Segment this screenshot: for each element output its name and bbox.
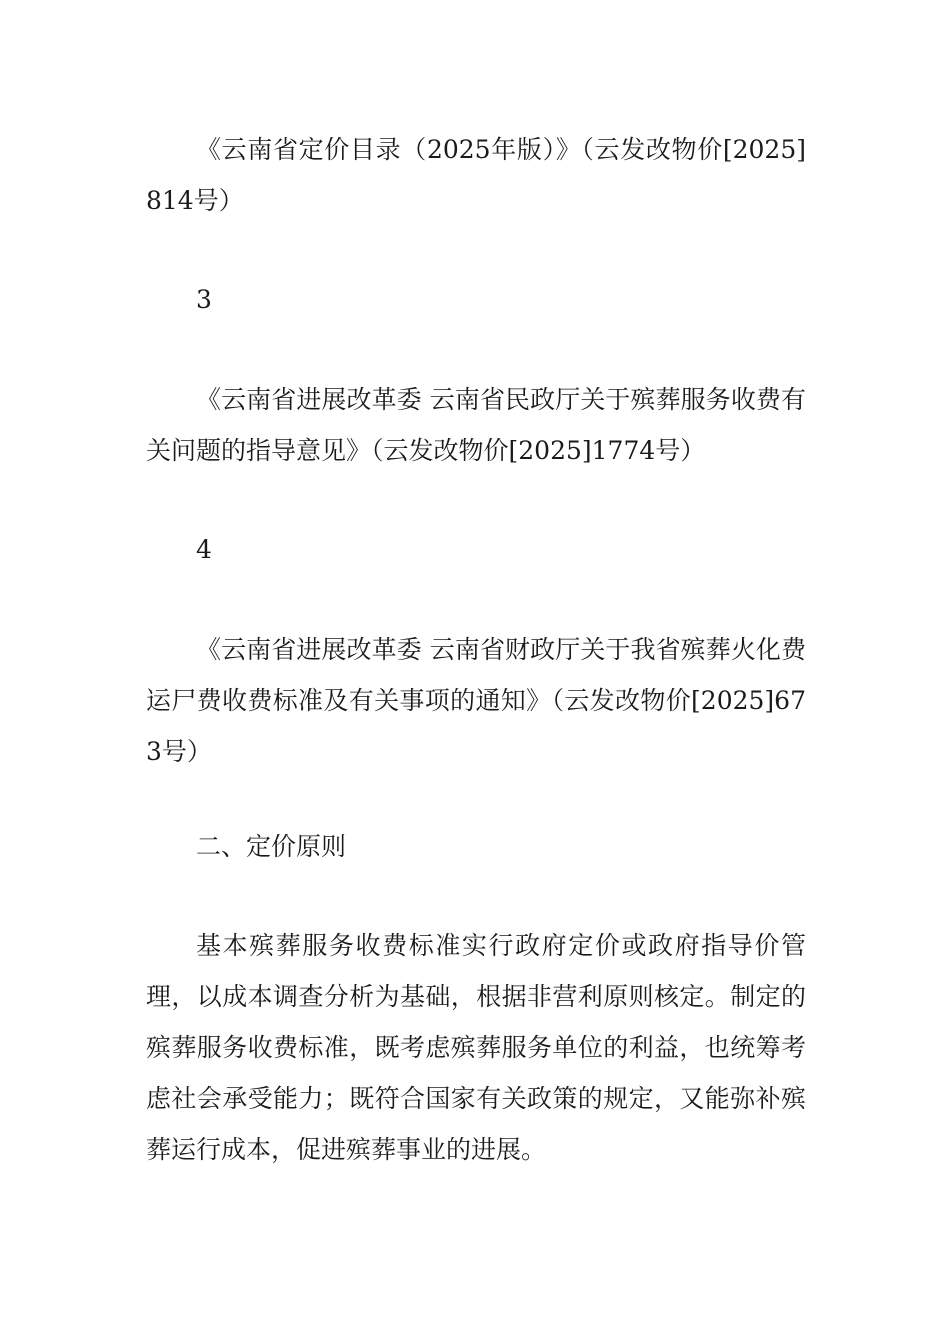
reference-number-3: 3 xyxy=(196,285,212,314)
reference-paragraph-pricing-catalog: 《云南省定价目录（2025年版）》（云发改物价[2025]814号） xyxy=(146,135,806,215)
reference-number-4: 4 xyxy=(196,535,212,564)
principle-paragraph: 基本殡葬服务收费标准实行政府定价或政府指导价管理，以成本调查分析为基础，根据非营利原则核定。制定的殡葬服务收费标准，既考虑殡葬服务单位的利益，也统筹考虑社会承受能力；既符合国家有关政策的规定，又能弥补殡葬运行成本，促进殡葬事业的进展。 xyxy=(146,931,806,1164)
reference-paragraph-cremation-fees-notice: 《云南省进展改革委 云南省财政厅关于我省殡葬火化费运尸费收费标准及有关事项的通知》（云发改物价[2025]673号） xyxy=(146,635,806,766)
section-heading-pricing-principles: 二、定价原则 xyxy=(196,832,347,861)
reference-paragraph-funeral-fees-guidance: 《云南省进展改革委 云南省民政厅关于殡葬服务收费有关问题的指导意见》（云发改物价[2025]1774号） xyxy=(146,385,806,465)
